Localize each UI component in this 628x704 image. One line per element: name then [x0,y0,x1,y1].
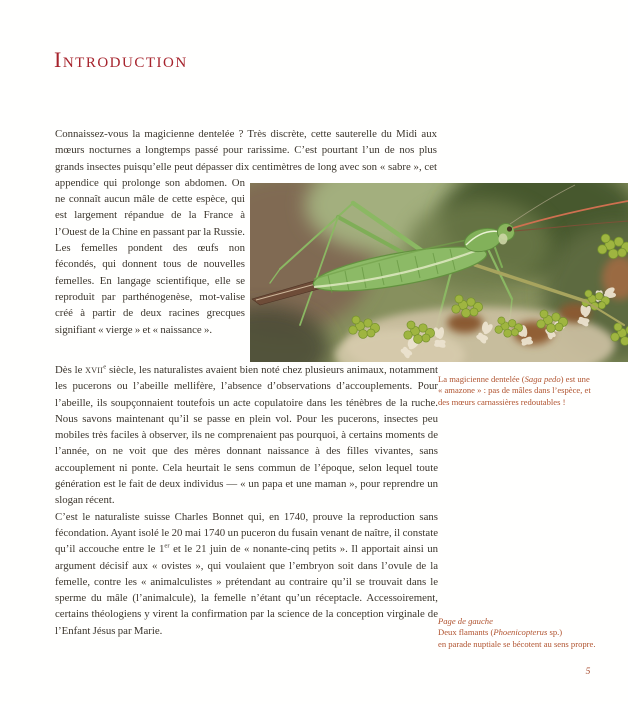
p3-text-rest: et le 21 juin de « nonante-cinq petits ». Il apportait ainsi un argument décisif aux « ovistes », qui voulaient que l’embryon soit dans l’ovule de la femelle, contre les « animalculistes » prétendant au contraire qu’il se trouvait dans le sperme du mâle (l’animalcule), la femelle n’étant qu’un réceptacle. Accessoirement, certains théologiens y virent la confirmation par la science de la conception virginale de l’Enfant Jésus par Marie. [55,543,439,637]
caption-text-rest: sp.) [547,627,563,638]
p2-ordinal-superscript: e [103,363,107,371]
photo-caption [438,374,596,408]
photo-wrap-pusher [437,126,438,183]
p2-text-rest: siècle, les naturalistes avaient bien noté chez plusieurs animaux, notamment les pucerons ou l’abeille mellifère, l’absence d’observations d’accouplements. Pour l’abeille, ils soupçonnaient toutefois un acte copulatoire dans les ténèbres de la ruche. Nous savons maintenant qu’il se passe en plein vol. Pour les pucerons, insectes peu mobiles très faciles à observer, ils ne comprenaient pas pourquoi, à certains moments de l’année, on ne voit que des mères donnant naissance à des filles vivantes, sans accouplement ni ponte. Cela heurtait le sens commun de l’époque, selon lequel toute génération est le fait de deux individus — « un papa et une maman », pour reprendre un slogan récent. [55,364,438,507]
page-title: Introduction [54,47,188,72]
photo-wrap-spacer [245,183,438,362]
left-page-caption-line2 [438,627,628,638]
left-page-caption [438,616,628,650]
p3-ordinal-superscript: er [164,542,170,550]
page-number: 5 [585,667,591,677]
caption-text: Deux flamants ( [438,627,494,638]
paragraph-magicienne: Connaissez-vous la magicienne dentelée ? Très discrète, cette sauterelle du Midi aux mœurs nocturnes a longtemps passé pour rarissime. C’est pourtant l’un de nos plus grands insectes puisqu’elle peut dépasser dix centimètres de long avec son « sabre », cet appendice qui prolonge son abdomen. On ne connaît aucun mâle de cette espèce, qui est largement répandue de la France à l’Ouest de la Chine en passant par la Russie. Les femelles pondent des œufs non fécondés, qui donnent tous de nouvelles femelles. En langage scientifique, elle se reproduit par parthénogenèse, mot-valise créé à partir de deux racines grecques signifiant « vierge » et « naissance ». [55,128,437,336]
paragraph-bonnet [55,509,438,639]
paragraph-naturalistes [55,362,438,509]
caption-text-rest: ) est une « amazone » : pas de mâles dans l’espèce, et des mœurs carnassières redoutables ! [438,374,591,407]
p2-century-smallcaps: xvii [85,364,104,376]
body-text-column [55,126,438,639]
left-page-caption-label: Page de gauche [438,616,493,626]
p2-text: Dès le [55,364,86,376]
caption-species-italic: Saga pedo [524,374,561,384]
caption-genus-italic: Phoenicopterus [493,627,548,638]
left-page-caption-line3: en parade nuptiale se bécotent au sens propre. [438,638,596,649]
p3-text: C’est le naturaliste suisse Charles Bonnet qui, en 1740, prouve la reproduction sans fécondation. Ayant isolé le 20 mai 1740 un puceron du fusain venant de naître, il constate qu’il accouche entre le 1 [55,510,438,556]
caption-text: La magicienne dentelée ( [438,374,525,384]
